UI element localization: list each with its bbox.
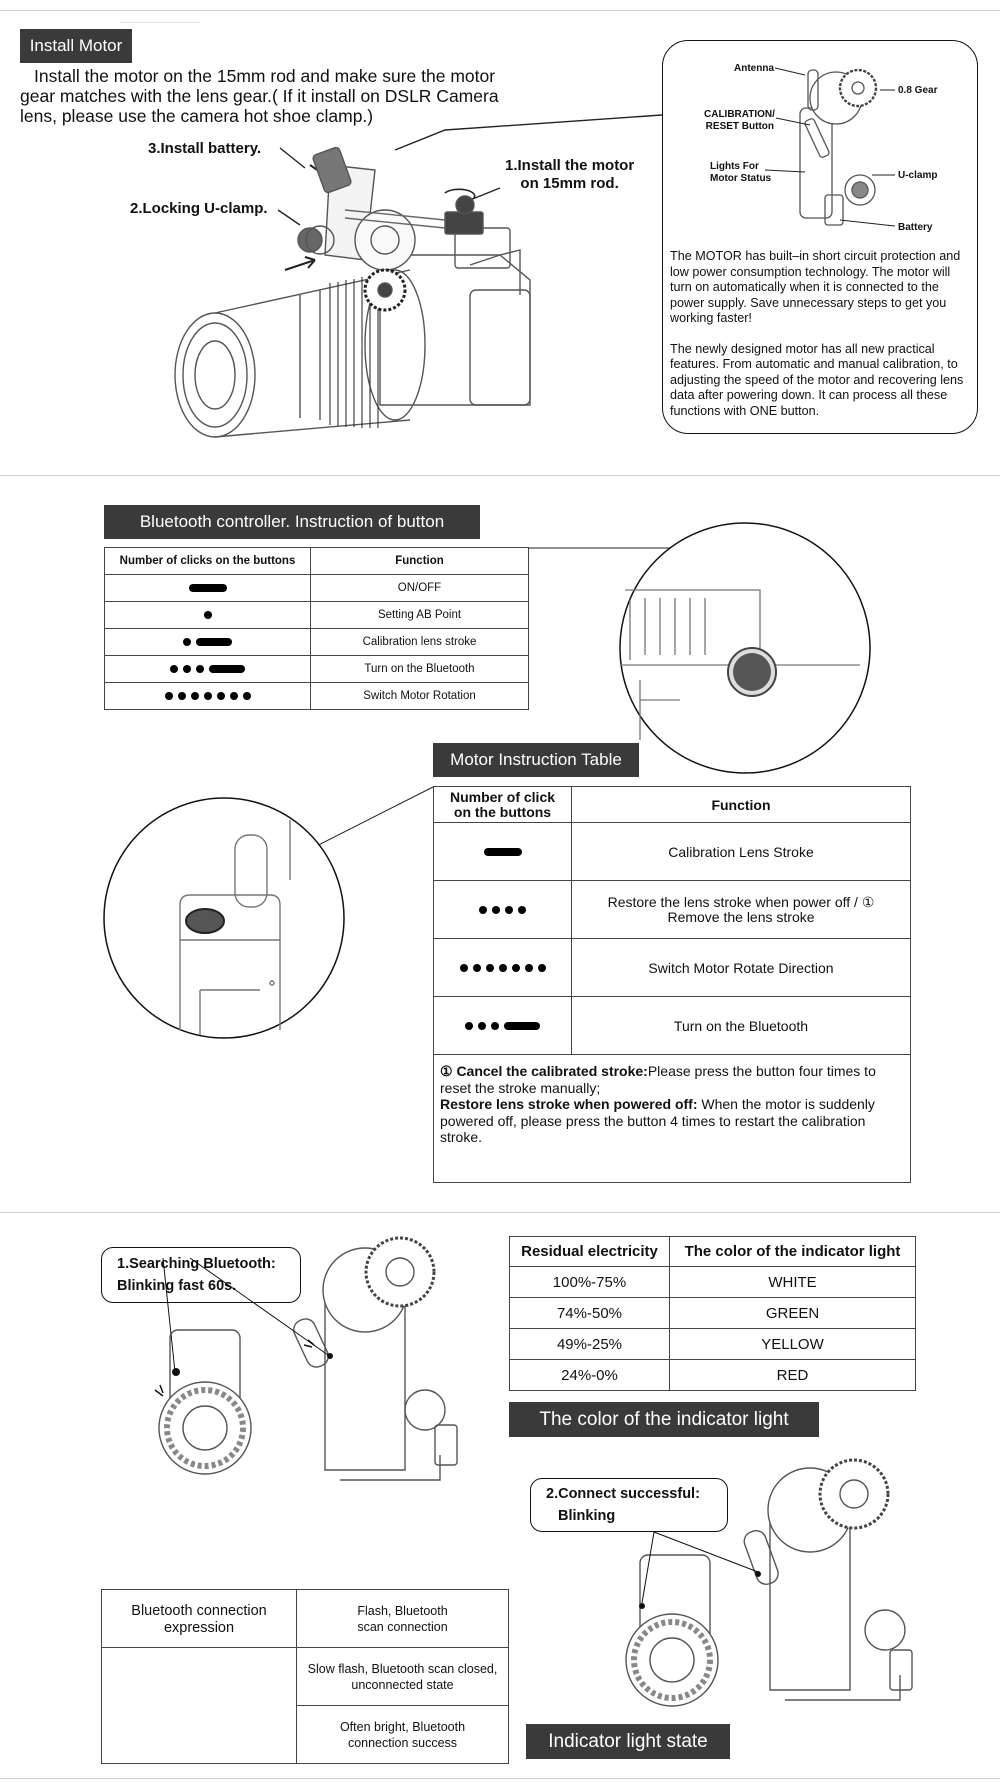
intro-line-3: lens, please use the camera hot shoe clamp.)	[20, 106, 374, 126]
note-restore-title: Restore lens stroke when powered off:	[440, 1096, 698, 1112]
bt-function-cell: Turn on the Bluetooth	[311, 656, 529, 683]
callout-rod-line-1: 1.Install the motor	[505, 157, 635, 174]
motor-function-line-1: Restore the lens stroke when power off / ①	[607, 893, 875, 910]
motor-function-cell: Switch Motor Rotate Direction	[572, 939, 911, 997]
label-uclamp: U-clamp	[898, 170, 938, 181]
bt-expression-cell	[297, 1648, 509, 1706]
bubble2-line-1: 2.Connect successful:	[546, 1486, 700, 1502]
callout-install-battery: 3.Install battery.	[148, 140, 262, 157]
label-lights-1: Lights For	[710, 161, 759, 172]
motor-col-header-clicks-1: Number of click	[449, 788, 556, 805]
intro-line-1: Install the motor on the 15mm rod and make sure the motor	[34, 66, 496, 86]
bubble1-line-2: Blinking fast 60s.	[117, 1278, 237, 1294]
label-calibration-2: RESET Button	[705, 121, 774, 132]
electricity-cell: 100%-75%	[510, 1267, 670, 1298]
bt-expression-header-1: Bluetooth connection	[131, 1603, 267, 1619]
motor-function-cell: Calibration Lens Stroke	[572, 823, 911, 881]
connect-successful-bubble	[530, 1478, 728, 1532]
bt-col-header-clicks: Number of clicks on the buttons	[105, 548, 311, 575]
bt-expression-divider	[101, 1647, 296, 1648]
bt-expression-line-1: Often bright, Bluetooth	[339, 1719, 466, 1734]
label-battery: Battery	[898, 222, 933, 233]
light-color-cell: RED	[670, 1360, 916, 1391]
bt-expression-line-2: connection success	[347, 1735, 458, 1750]
bt-expression-line-2: unconnected state	[351, 1677, 454, 1692]
callout-locking-uclamp: 2.Locking U-clamp.	[130, 200, 268, 217]
motor-instruction-tag: Motor Instruction Table	[433, 743, 639, 777]
install-motor-tag: Install Motor	[20, 29, 132, 63]
note-cancel-text: Please press the button four times to reset the stroke manually;	[440, 1063, 876, 1096]
callout-rod-line-2: on 15mm rod.	[520, 175, 619, 192]
motor-function-cell: Turn on the Bluetooth	[572, 997, 911, 1055]
color-col-header-light: The color of the indicator light	[670, 1237, 916, 1267]
bt-expression-header-2: expression	[163, 1620, 235, 1636]
bt-col-header-function: Function	[311, 548, 529, 575]
note-restore-text: When the motor is suddenly powered off, please press the button 4 times to restart the calibration stroke.	[440, 1096, 875, 1145]
bluetooth-controller-tag: Bluetooth controller. Instruction of button	[104, 505, 480, 539]
light-color-cell: GREEN	[670, 1298, 916, 1329]
bt-expression-line-1: Flash, Bluetooth	[357, 1603, 448, 1618]
light-color-cell: WHITE	[670, 1267, 916, 1298]
note-cancel-title: ① Cancel the calibrated stroke:	[440, 1063, 648, 1079]
label-lights-2: Motor Status	[710, 173, 772, 184]
table-row	[102, 1590, 509, 1648]
color-col-header-electricity: Residual electricity	[510, 1237, 670, 1267]
bubble1-line-1: 1.Searching Bluetooth:	[117, 1256, 276, 1272]
bubble2-line-2: Blinking	[558, 1508, 616, 1524]
light-color-cell: YELLOW	[670, 1329, 916, 1360]
intro-line-2: gear matches with the lens gear.( If it install on DSLR Camera	[20, 86, 499, 106]
label-gear: 0.8 Gear	[898, 85, 938, 96]
bt-function-cell: Calibration lens stroke	[311, 629, 529, 656]
bt-function-cell: ON/OFF	[311, 575, 529, 602]
indicator-color-tag: The color of the indicator light	[509, 1402, 819, 1437]
bt-expression-header	[102, 1590, 297, 1764]
label-antenna: Antenna	[734, 63, 774, 74]
label-calibration-1: CALIBRATION/	[704, 109, 775, 120]
electricity-cell: 49%-25%	[510, 1329, 670, 1360]
electricity-cell: 74%-50%	[510, 1298, 670, 1329]
bt-expression-cell	[297, 1706, 509, 1764]
electricity-cell: 24%-0%	[510, 1360, 670, 1391]
motor-col-header-clicks-2: on the buttons	[453, 803, 552, 820]
bt-expression-line-2: scan connection	[357, 1619, 448, 1634]
bt-expression-line-1: Slow flash, Bluetooth scan closed,	[307, 1661, 498, 1676]
motor-function-line-2: Remove the lens stroke	[667, 908, 815, 925]
motor-paragraph-1: The MOTOR has built–in short circuit protection and low power consumption technology. The motor will turn on automatically when it is connected to the power supply. Save unnecessary steps to get you working faster!	[670, 249, 961, 325]
bt-function-cell: Setting AB Point	[311, 602, 529, 629]
bt-expression-cell	[297, 1590, 509, 1648]
motor-col-header-function: Function	[572, 787, 911, 823]
bluetooth-expression-table	[101, 1589, 509, 1764]
motor-paragraph-2: The newly designed motor has all new practical features. From automatic and manual calibration, to adjusting the speed of the motor and recovering lens data after powering down. It can process all these functions with ONE button.	[670, 341, 964, 418]
bt-function-cell: Switch Motor Rotation	[311, 683, 529, 710]
indicator-state-tag: Indicator light state	[526, 1724, 730, 1759]
